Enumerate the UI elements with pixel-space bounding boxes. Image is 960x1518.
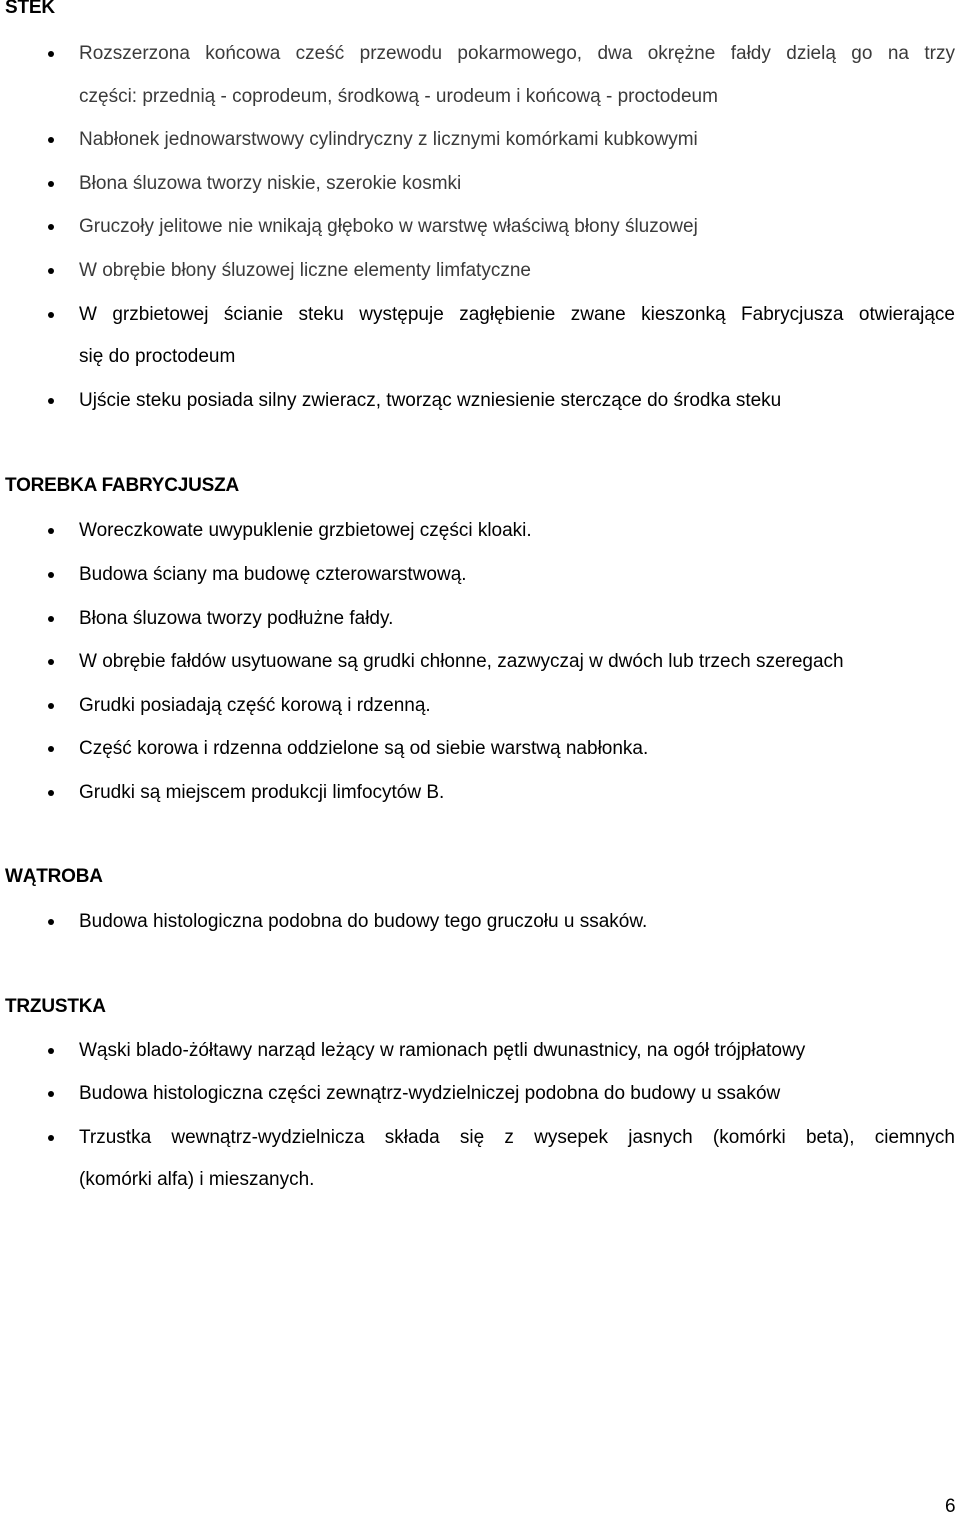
- list-item: Trzustka wewnątrz-wydzielnicza składa się z wysepek jasnych (komórki beta), ciemnych: [79, 1127, 955, 1148]
- bullet-icon: [48, 268, 54, 274]
- page-number: 6: [945, 1496, 956, 1517]
- list-item: W obrębie błony śluzowej liczne elementy limfatyczne: [79, 260, 531, 281]
- section-heading-watroba: WĄTROBA: [5, 866, 103, 887]
- bullet-icon: [48, 703, 54, 709]
- bullet-icon: [48, 919, 54, 925]
- list-item: Wąski blado-żółtawy narząd leżący w ramionach pętli dwunastnicy, na ogół trójpłatowy: [79, 1040, 806, 1061]
- list-item: W grzbietowej ścianie steku występuje zagłębienie zwane kieszonką Fabrycjusza otwierające: [79, 304, 955, 325]
- bullet-icon: [48, 659, 54, 665]
- list-item: Ujście steku posiada silny zwieracz, tworząc wzniesienie sterczące do środka steku: [79, 390, 782, 411]
- bullet-icon: [48, 181, 54, 187]
- bullet-icon: [48, 616, 54, 622]
- bullet-icon: [48, 1091, 54, 1097]
- list-item: Grudki posiadają część korową i rdzenną.: [79, 695, 431, 716]
- list-item: Rozszerzona końcowa cześć przewodu pokarmowego, dwa okrężne fałdy dzielą go na trzy: [79, 43, 955, 64]
- bullet-icon: [48, 790, 54, 796]
- list-item: Część korowa i rdzenna oddzielone są od siebie warstwą nabłonka.: [79, 738, 649, 759]
- bullet-icon: [48, 224, 54, 230]
- bullet-icon: [48, 137, 54, 143]
- bullet-icon: [48, 312, 54, 318]
- list-item: Gruczoły jelitowe nie wnikają głęboko w warstwę właściwą błony śluzowej: [79, 216, 698, 237]
- list-item: Budowa histologiczna podobna do budowy tego gruczołu u ssaków.: [79, 911, 648, 932]
- list-item: Grudki są miejscem produkcji limfocytów B.: [79, 782, 445, 803]
- list-item: Błona śluzowa tworzy podłużne fałdy.: [79, 608, 394, 629]
- list-item: Nabłonek jednowarstwowy cylindryczny z licznymi komórkami kubkowymi: [79, 129, 698, 150]
- list-item: Błona śluzowa tworzy niskie, szerokie kosmki: [79, 173, 462, 194]
- bullet-icon: [48, 528, 54, 534]
- bullet-icon: [48, 1135, 54, 1141]
- list-item: Budowa ściany ma budowę czterowarstwową.: [79, 564, 467, 585]
- section-heading-torebka-fabrycjusza: TOREBKA FABRYCJUSZA: [5, 475, 240, 496]
- section-heading-trzustka: TRZUSTKA: [5, 996, 106, 1017]
- bullet-icon: [48, 1048, 54, 1054]
- list-item: Budowa histologiczna części zewnątrz-wydzielniczej podobna do budowy u ssaków: [79, 1083, 781, 1104]
- bullet-icon: [48, 398, 54, 404]
- section-heading-stek: STEK: [5, 0, 55, 18]
- list-item: Woreczkowate uwypuklenie grzbietowej części kloaki.: [79, 520, 532, 541]
- bullet-icon: [48, 51, 54, 57]
- bullet-icon: [48, 572, 54, 578]
- list-item: W obrębie fałdów usytuowane są grudki chłonne, zazwyczaj w dwóch lub trzech szeregach: [79, 651, 844, 672]
- list-item-continuation: części: przednią - coprodeum, środkową - urodeum i końcową - proctodeum: [79, 86, 718, 107]
- list-item-continuation: (komórki alfa) i mieszanych.: [79, 1169, 315, 1190]
- bullet-icon: [48, 746, 54, 752]
- list-item-continuation: się do proctodeum: [79, 346, 236, 367]
